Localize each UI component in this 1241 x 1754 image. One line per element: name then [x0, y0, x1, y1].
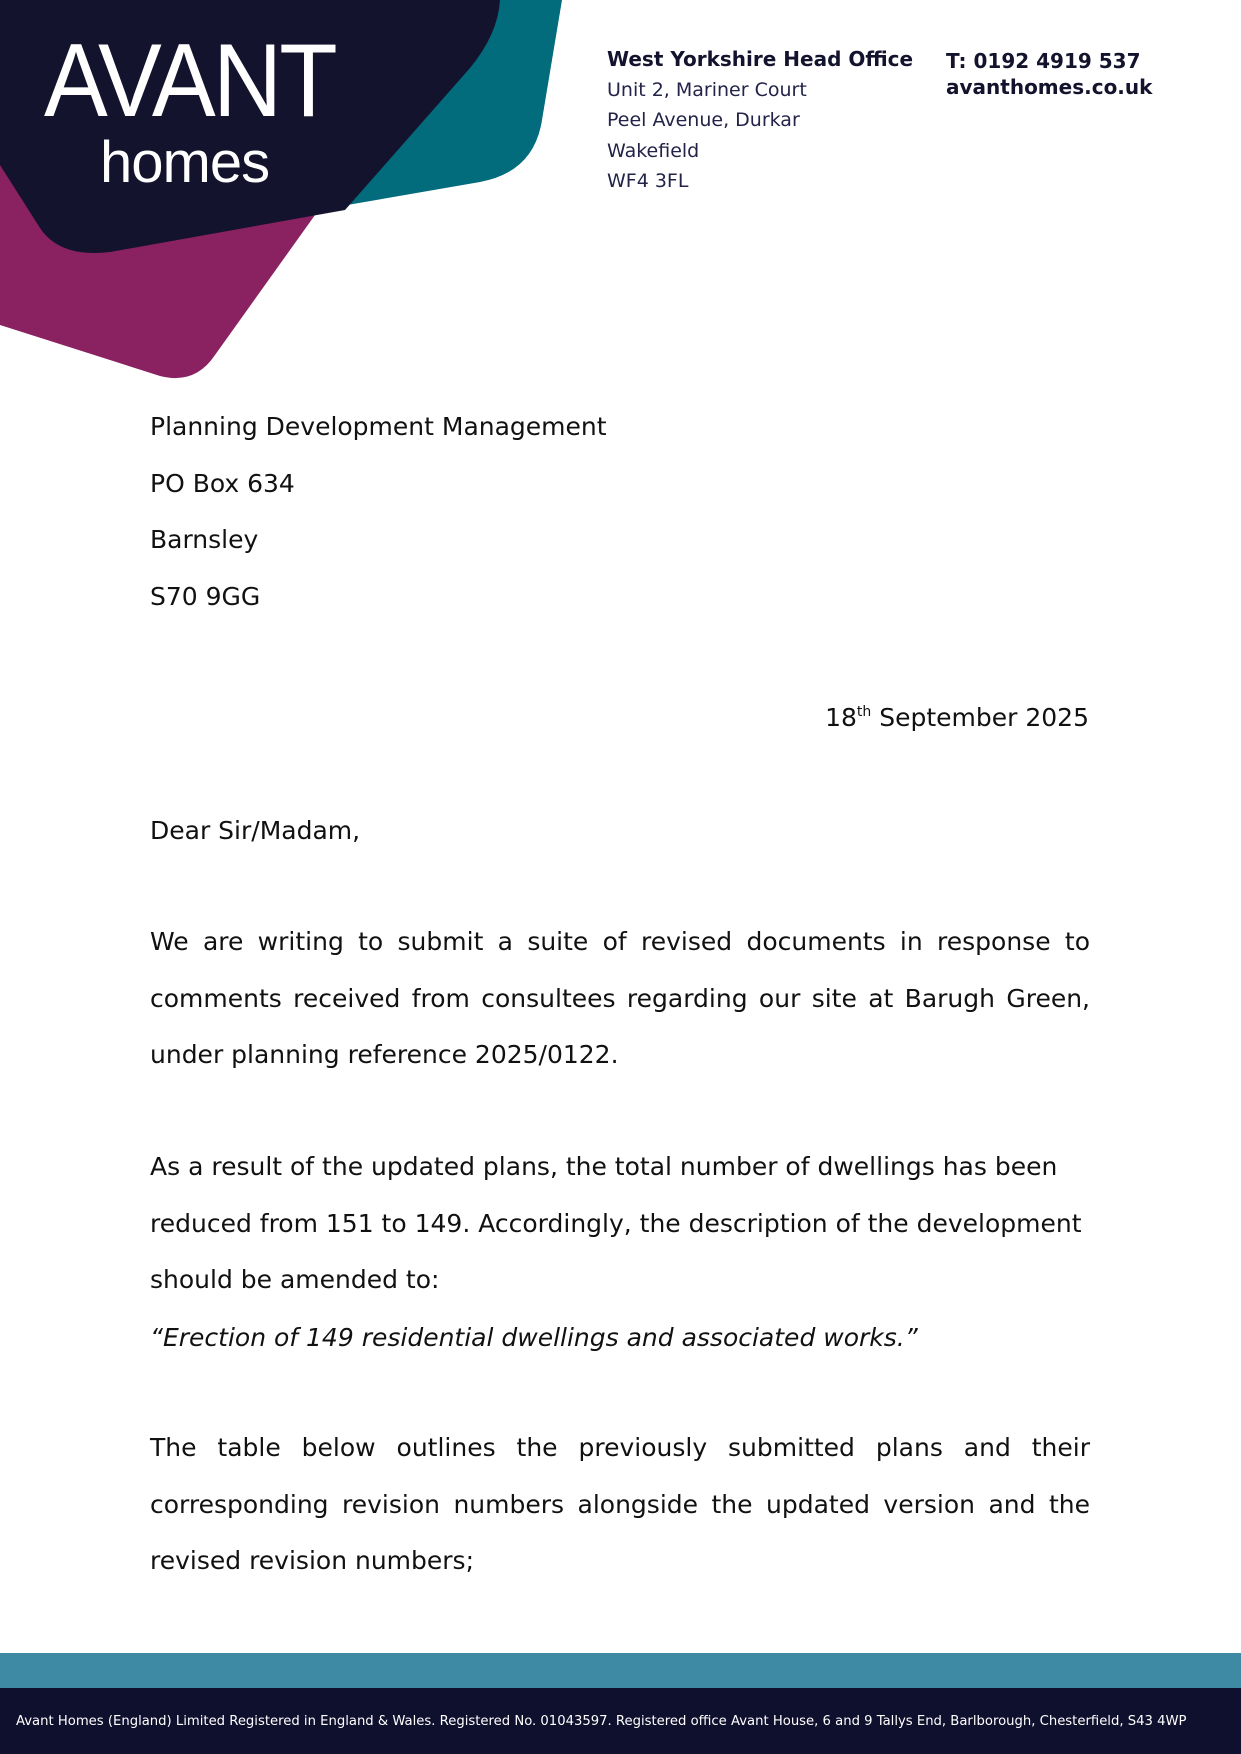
body-paragraph-3: The table below outlines the previously submitted plans and their corresponding revision numbers alongside the updated version and the revised revision numbers;	[150, 1433, 1090, 1575]
recipient-line: S70 9GG	[150, 581, 261, 611]
date-day: 18	[825, 703, 857, 732]
recipient-line: Planning Development Management	[150, 412, 607, 441]
body-paragraph-1: We are writing to submit a suite of revised documents in response to comments received from consultees regarding our site at Barugh Green, under planning reference 2025/0122.	[150, 927, 1090, 1069]
office-address-line: WF4 3FL	[607, 170, 689, 192]
office-title: West Yorkshire Head Office	[607, 47, 914, 71]
contact-details	[946, 48, 1152, 100]
office-address-line: Wakefield	[607, 139, 700, 162]
head-office-address	[607, 44, 913, 197]
salutation: Dear Sir/Madam,	[150, 816, 361, 845]
phone-number: T: 0192 4919 537	[946, 49, 1141, 73]
footer-accent-band	[0, 1653, 1241, 1688]
website-url: avanthomes.co.uk	[946, 75, 1153, 99]
footer-registration-text: Avant Homes (England) Limited Registered in England & Wales. Registered No. 01043597. Registered office Avant House, 6 and 9 Tallys End, Barlborough, Chesterfield, S43 4WP	[16, 1714, 1187, 1729]
logo-wordmark-homes: homes	[100, 130, 270, 195]
letter-date	[825, 699, 1089, 737]
logo-wordmark-avant: AVANT	[44, 23, 335, 139]
body-paragraph-2: As a result of the updated plans, the total number of dwellings has been reduced from 151 to 149. Accordingly, the description of the development should be amended to:	[150, 1152, 1082, 1294]
recipient-line: PO Box 634	[150, 468, 295, 498]
development-description-quote: “Erection of 149 residential dwellings and associated works.”	[150, 1323, 918, 1352]
date-month-year: September 2025	[871, 703, 1089, 732]
recipient-line: Barnsley	[150, 525, 259, 554]
recipient-address	[150, 399, 607, 625]
date-suffix: th	[856, 704, 872, 720]
office-address-line: Unit 2, Mariner Court	[607, 78, 807, 101]
office-address-line: Peel Avenue, Durkar	[607, 109, 800, 131]
